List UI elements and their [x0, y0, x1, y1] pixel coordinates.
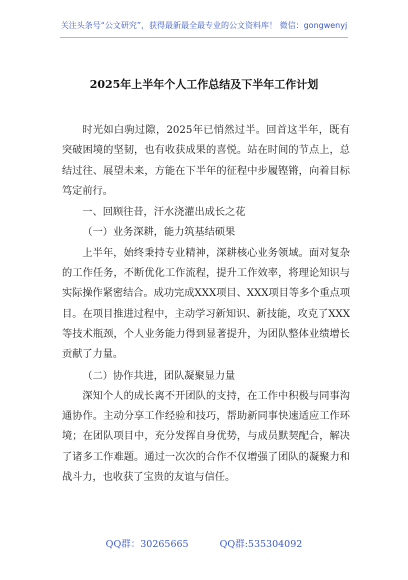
subsection-paragraph-2: 深知个人的成长离不开团队的支持，在工作中积极与同事沟通协作。主动分享工作经验和技巧，帮助新同事快速适应工作环境；在团队项目中，充分发挥自身优势，与成员默契配合，解决了诸多工作难题。通过一次次的合作不仅增强了团队的凝聚力和战斗力，也收获了宝贵的友谊与信任。: [62, 390, 350, 484]
intro-paragraph: 时光如白驹过隙，2025年已悄然过半。回首这半年，既有突破困境的坚韧，也有收获成果的喜悦。站在时间的节点上，总结过往、展望未来，方能在下半年的征程中步履铿锵，向着目标笃定前行。: [62, 125, 350, 197]
footer-contact: [0, 536, 408, 550]
subsection-heading-1: （一）业务深耕，能力筑基结硕果: [82, 227, 236, 239]
header-promo-note: 关注头条号“公文研究”，获得最新最全最专业的公文资料库！ 微信：gongwenyj: [60, 21, 348, 30]
footer-qq-group-1: QQ群：30265665: [105, 539, 189, 550]
subsection-heading-2: （二）协作共进，团队凝聚显力量: [82, 370, 236, 382]
document-body: [62, 121, 350, 489]
footer-qq-group-2: QQ群:535304092: [219, 539, 303, 550]
header-divider: [60, 37, 348, 38]
section-heading-1: 一、回顾往昔，汗水浇灌出成长之花: [82, 207, 246, 219]
subsection-paragraph-1: 上半年，始终秉持专业精神，深耕核心业务领域。面对复杂的工作任务，不断优化工作流程，提升工作效率，将理论知识与实际操作紧密结合。成功完成XXX项目、XXX项目等多个重点项目。在项目推进过程中，主动学习新知识、新技能，攻克了XXX等技术瓶颈，个人业务能力得到显著提升，为团队整体业绩增长贡献了力量。: [62, 247, 351, 361]
document-title: 2025年上半年个人工作总结及下半年工作计划: [89, 78, 319, 91]
